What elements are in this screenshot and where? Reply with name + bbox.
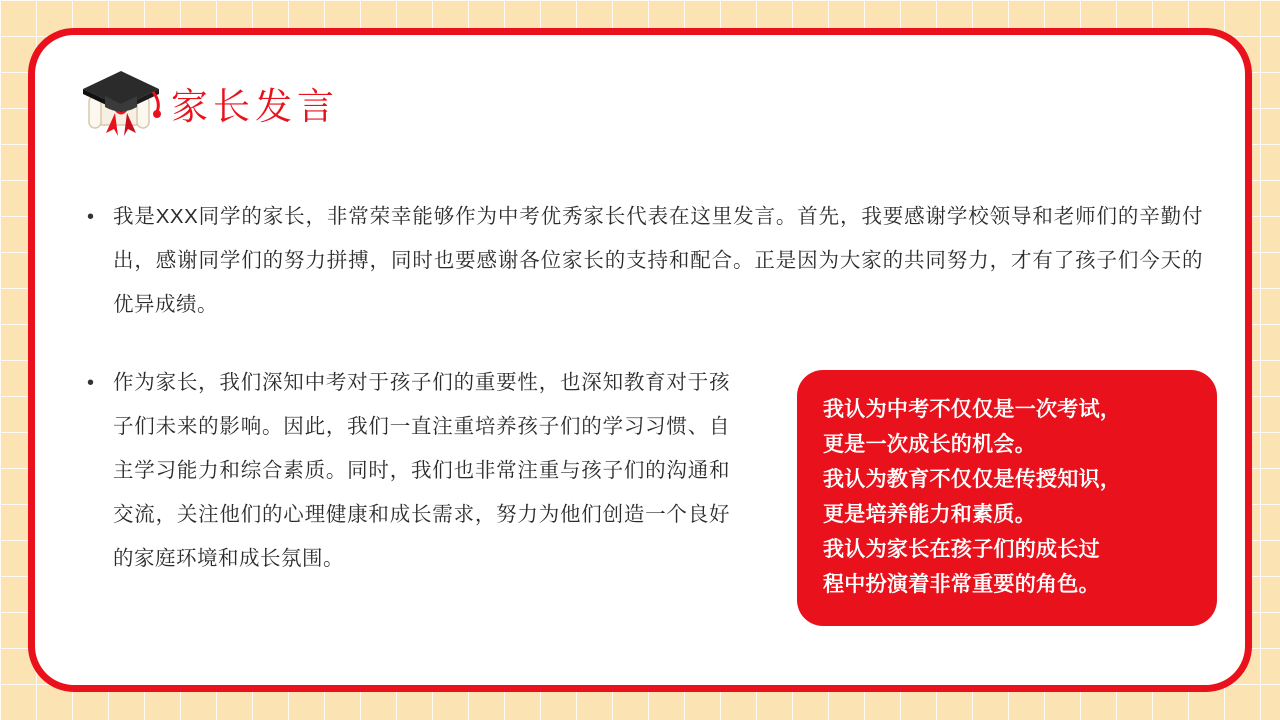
slide-card	[28, 28, 1252, 692]
callout-line: 更是一次成长的机会。	[823, 433, 1036, 456]
graduation-cap-icon	[75, 63, 167, 143]
paragraph-text: 我是XXX同学的家长，非常荣幸能够作为中考优秀家长代表在这里发言。首先，我要感谢学校领导和老师们的辛勤付出，感谢同学们的努力拼搏，同时也要感谢各位家长的支持和配合。正是因为大家的共同努力，才有了孩子们今天的优异成绩。	[113, 205, 1203, 316]
callout-line: 更是培养能力和素质。	[823, 503, 1036, 526]
highlight-callout-box	[797, 370, 1217, 626]
callout-line: 我认为教育不仅仅是传授知识，	[823, 468, 1122, 491]
bullet-marker: •	[87, 206, 95, 228]
callout-line: 我认为家长在孩子们的成长过	[823, 538, 1100, 561]
callout-line: 程中扮演着非常重要的角色。	[823, 573, 1100, 596]
slide-header	[75, 63, 339, 143]
bullet-marker: •	[87, 372, 95, 394]
paragraph-text: 作为家长，我们深知中考对于孩子们的重要性，也深知教育对于孩子们未来的影响。因此，我们一直注重培养孩子们的学习习惯、自主学习能力和综合素质。同时，我们也非常注重与孩子们的沟通和交流，关注他们的心理健康和成长需求，努力为他们创造一个良好的家庭环境和成长氛围。	[113, 371, 730, 570]
page-title: 家长发言	[171, 86, 339, 127]
callout-line: 我认为中考不仅仅是一次考试，	[823, 398, 1122, 421]
paragraph-item	[87, 195, 1217, 327]
